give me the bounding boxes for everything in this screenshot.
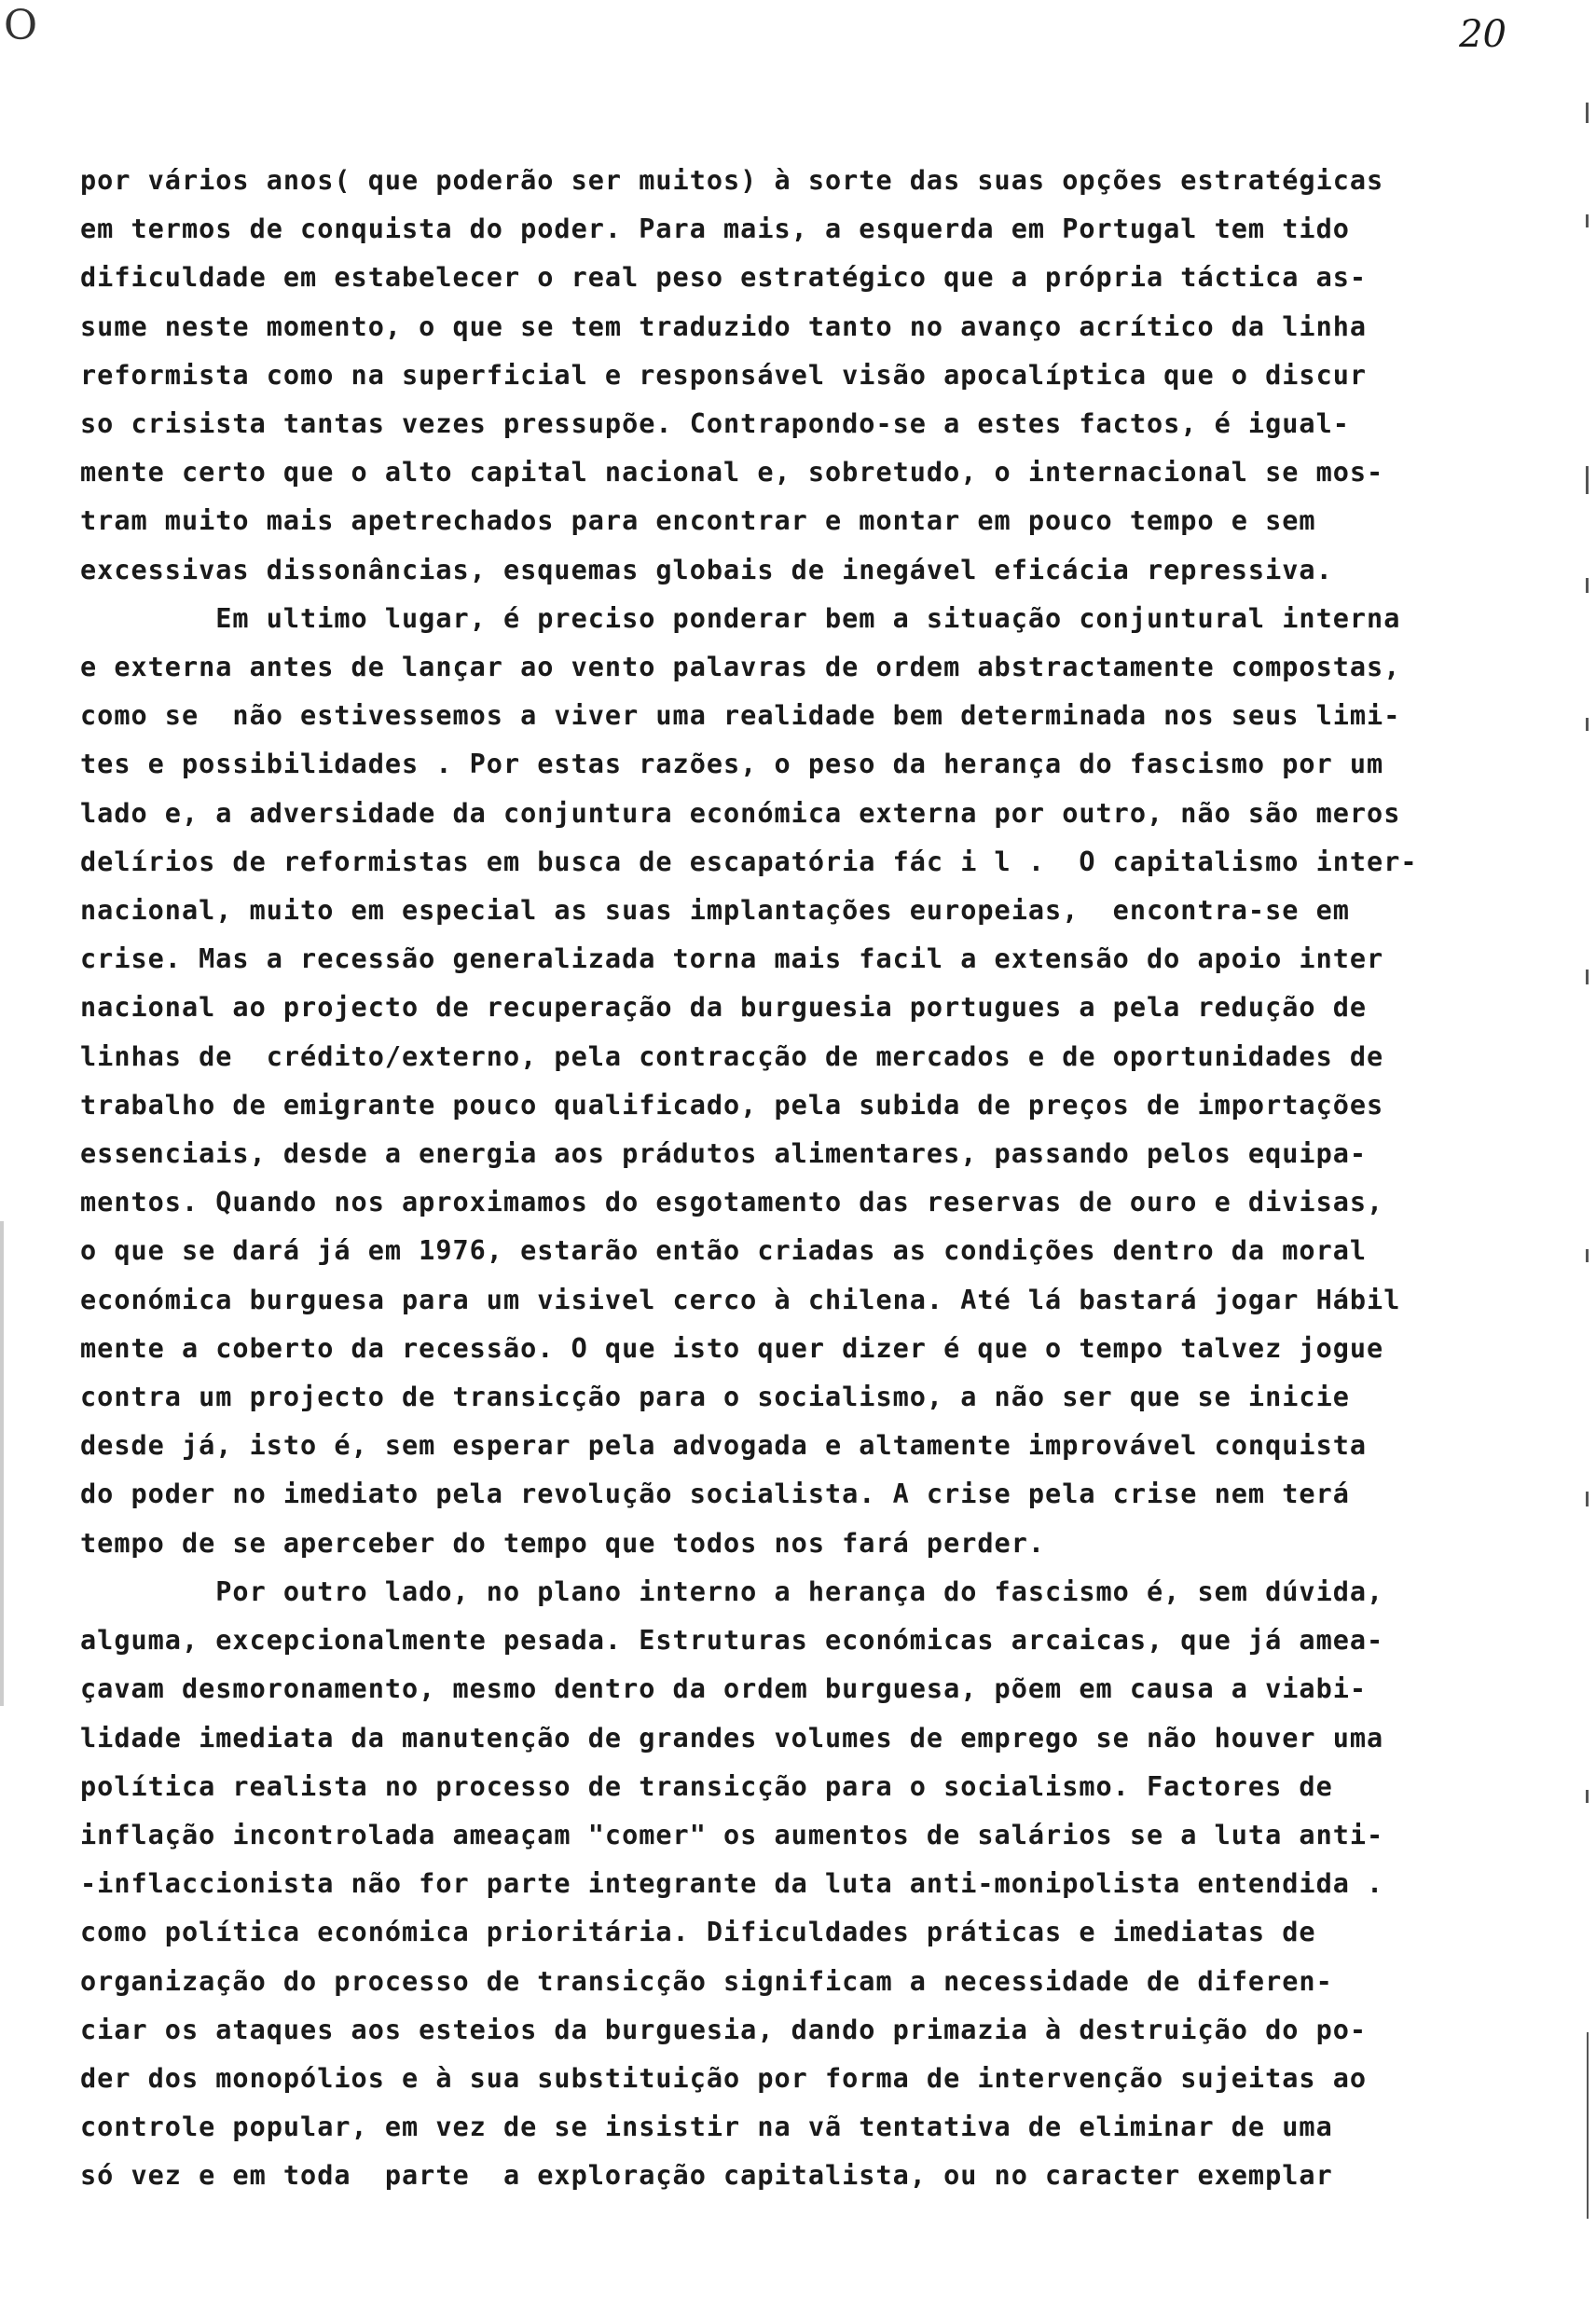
text-line: mentos. Quando nos aproximamos do esgotamento das reservas de ouro e divisas,	[80, 1187, 1384, 1218]
text-line: dificuldade em estabelecer o real peso estratégico que a própria táctica as-	[80, 262, 1368, 294]
text-line: controle popular, em vez de se insistir na vã tentativa de eliminar de uma	[80, 2111, 1333, 2143]
text-line: essenciais, desde a energia aos prádutos alimentares, passando pelos equipa-	[80, 1138, 1368, 1170]
corner-mark: O	[4, 2, 38, 49]
text-line: reformista como na superficial e responsável visão apocalíptica que o discur	[80, 359, 1368, 391]
text-line: crise. Mas a recessão generalizada torna mais facil a extensão do apoio inter	[80, 943, 1384, 975]
text-line: nacional, muito em especial as suas implantações europeias, encontra-se em	[80, 895, 1350, 927]
text-line: mente certo que o alto capital nacional e, sobretudo, o internacional se mos-	[80, 457, 1384, 488]
text-line: económica burguesa para um visivel cerco à chilena. Até lá bastará jogar Hábil	[80, 1284, 1401, 1315]
typed-body-text	[80, 157, 1497, 2201]
text-line: como política económica prioritária. Dificuldades práticas e imediatas de	[80, 1917, 1316, 1948]
text-line: lidade imediata da manutenção de grandes volumes de emprego se não houver uma	[80, 1722, 1384, 1754]
text-line: delírios de reformistas em busca de escapatória fác i l . O capitalismo inter-	[80, 846, 1418, 877]
text-line: ciar os ataques aos esteios da burguesia, dando primazia à destruição do po-	[80, 2014, 1368, 2045]
text-line: nacional ao projecto de recuperação da burguesia portugues a pela redução de	[80, 992, 1368, 1024]
text-line: contra um projecto de transicção para o socialismo, a não ser que se inicie	[80, 1382, 1350, 1413]
text-line: so crisista tantas vezes pressupõe. Contrapondo-se a estes factos, é igual-	[80, 408, 1350, 440]
text-line: der dos monopólios e à sua substituição por forma de intervenção sujeitas ao	[80, 2062, 1368, 2094]
text-line: lado e, a adversidade da conjuntura económica externa por outro, não são meros	[80, 797, 1401, 829]
text-line: tram muito mais apetrechados para encontrar e montar em pouco tempo e sem	[80, 505, 1316, 537]
text-line: do poder no imediato pela revolução socialista. A crise pela crise nem terá	[80, 1479, 1350, 1510]
text-line: çavam desmoronamento, mesmo dentro da ordem burguesa, põem em causa a viabi-	[80, 1673, 1368, 1705]
text-line: Em ultimo lugar, é preciso ponderar bem a situação conjuntural interna	[80, 602, 1401, 634]
text-line: alguma, excepcionalmente pesada. Estruturas económicas arcaicas, que já amea-	[80, 1625, 1384, 1657]
text-line: linhas de crédito/externo, pela contracção de mercados e de oportunidades de	[80, 1040, 1384, 1072]
scan-left-edge	[0, 1221, 4, 1706]
page-number: 20	[1459, 13, 1507, 56]
text-line: e externa antes de lançar ao vento palavras de ordem abstractamente compostas,	[80, 652, 1401, 683]
text-line: Por outro lado, no plano interno a herança do fascismo é, sem dúvida,	[80, 1575, 1384, 1607]
text-line: sume neste momento, o que se tem traduzido tanto no avanço acrítico da linha	[80, 310, 1368, 342]
text-line: em termos de conquista do poder. Para mais, a esquerda em Portugal tem tido	[80, 213, 1350, 245]
text-line: tes e possibilidades . Por estas razões, o peso da herança do fascismo por um	[80, 749, 1384, 780]
text-line: tempo de se aperceber do tempo que todos nos fará perder.	[80, 1527, 1046, 1559]
text-line: trabalho de emigrante pouco qualificado, pela subida de preços de importações	[80, 1089, 1384, 1121]
text-line: mente a coberto da recessão. O que isto quer dizer é que o tempo talvez jogue	[80, 1332, 1384, 1364]
text-line: política realista no processo de transicção para o socialismo. Factores de	[80, 1770, 1333, 1802]
text-line: -inflaccionista não for parte integrante da luta anti-monipolista entendida .	[80, 1868, 1384, 1900]
text-line: organização do processo de transicção significam a necessidade de diferen-	[80, 1965, 1333, 1997]
text-line: o que se dará já em 1976, estarão então criadas as condições dentro da moral	[80, 1235, 1368, 1267]
text-line: por vários anos( que poderão ser muitos) à sorte das suas opções estratégicas	[80, 165, 1384, 196]
scan-edge-marks	[1577, 93, 1589, 2260]
text-line: excessivas dissonâncias, esquemas globais de inegável eficácia repressiva.	[80, 554, 1333, 585]
text-line: desde já, isto é, sem esperar pela advogada e altamente improvável conquista	[80, 1430, 1368, 1462]
text-line: como se não estivessemos a viver uma realidade bem determinada nos seus limi-	[80, 700, 1401, 732]
text-line: inflação incontrolada ameaçam "comer" os aumentos de salários se a luta anti-	[80, 1819, 1384, 1850]
text-line: só vez e em toda parte a exploração capitalista, ou no caracter exemplar	[80, 2160, 1333, 2192]
